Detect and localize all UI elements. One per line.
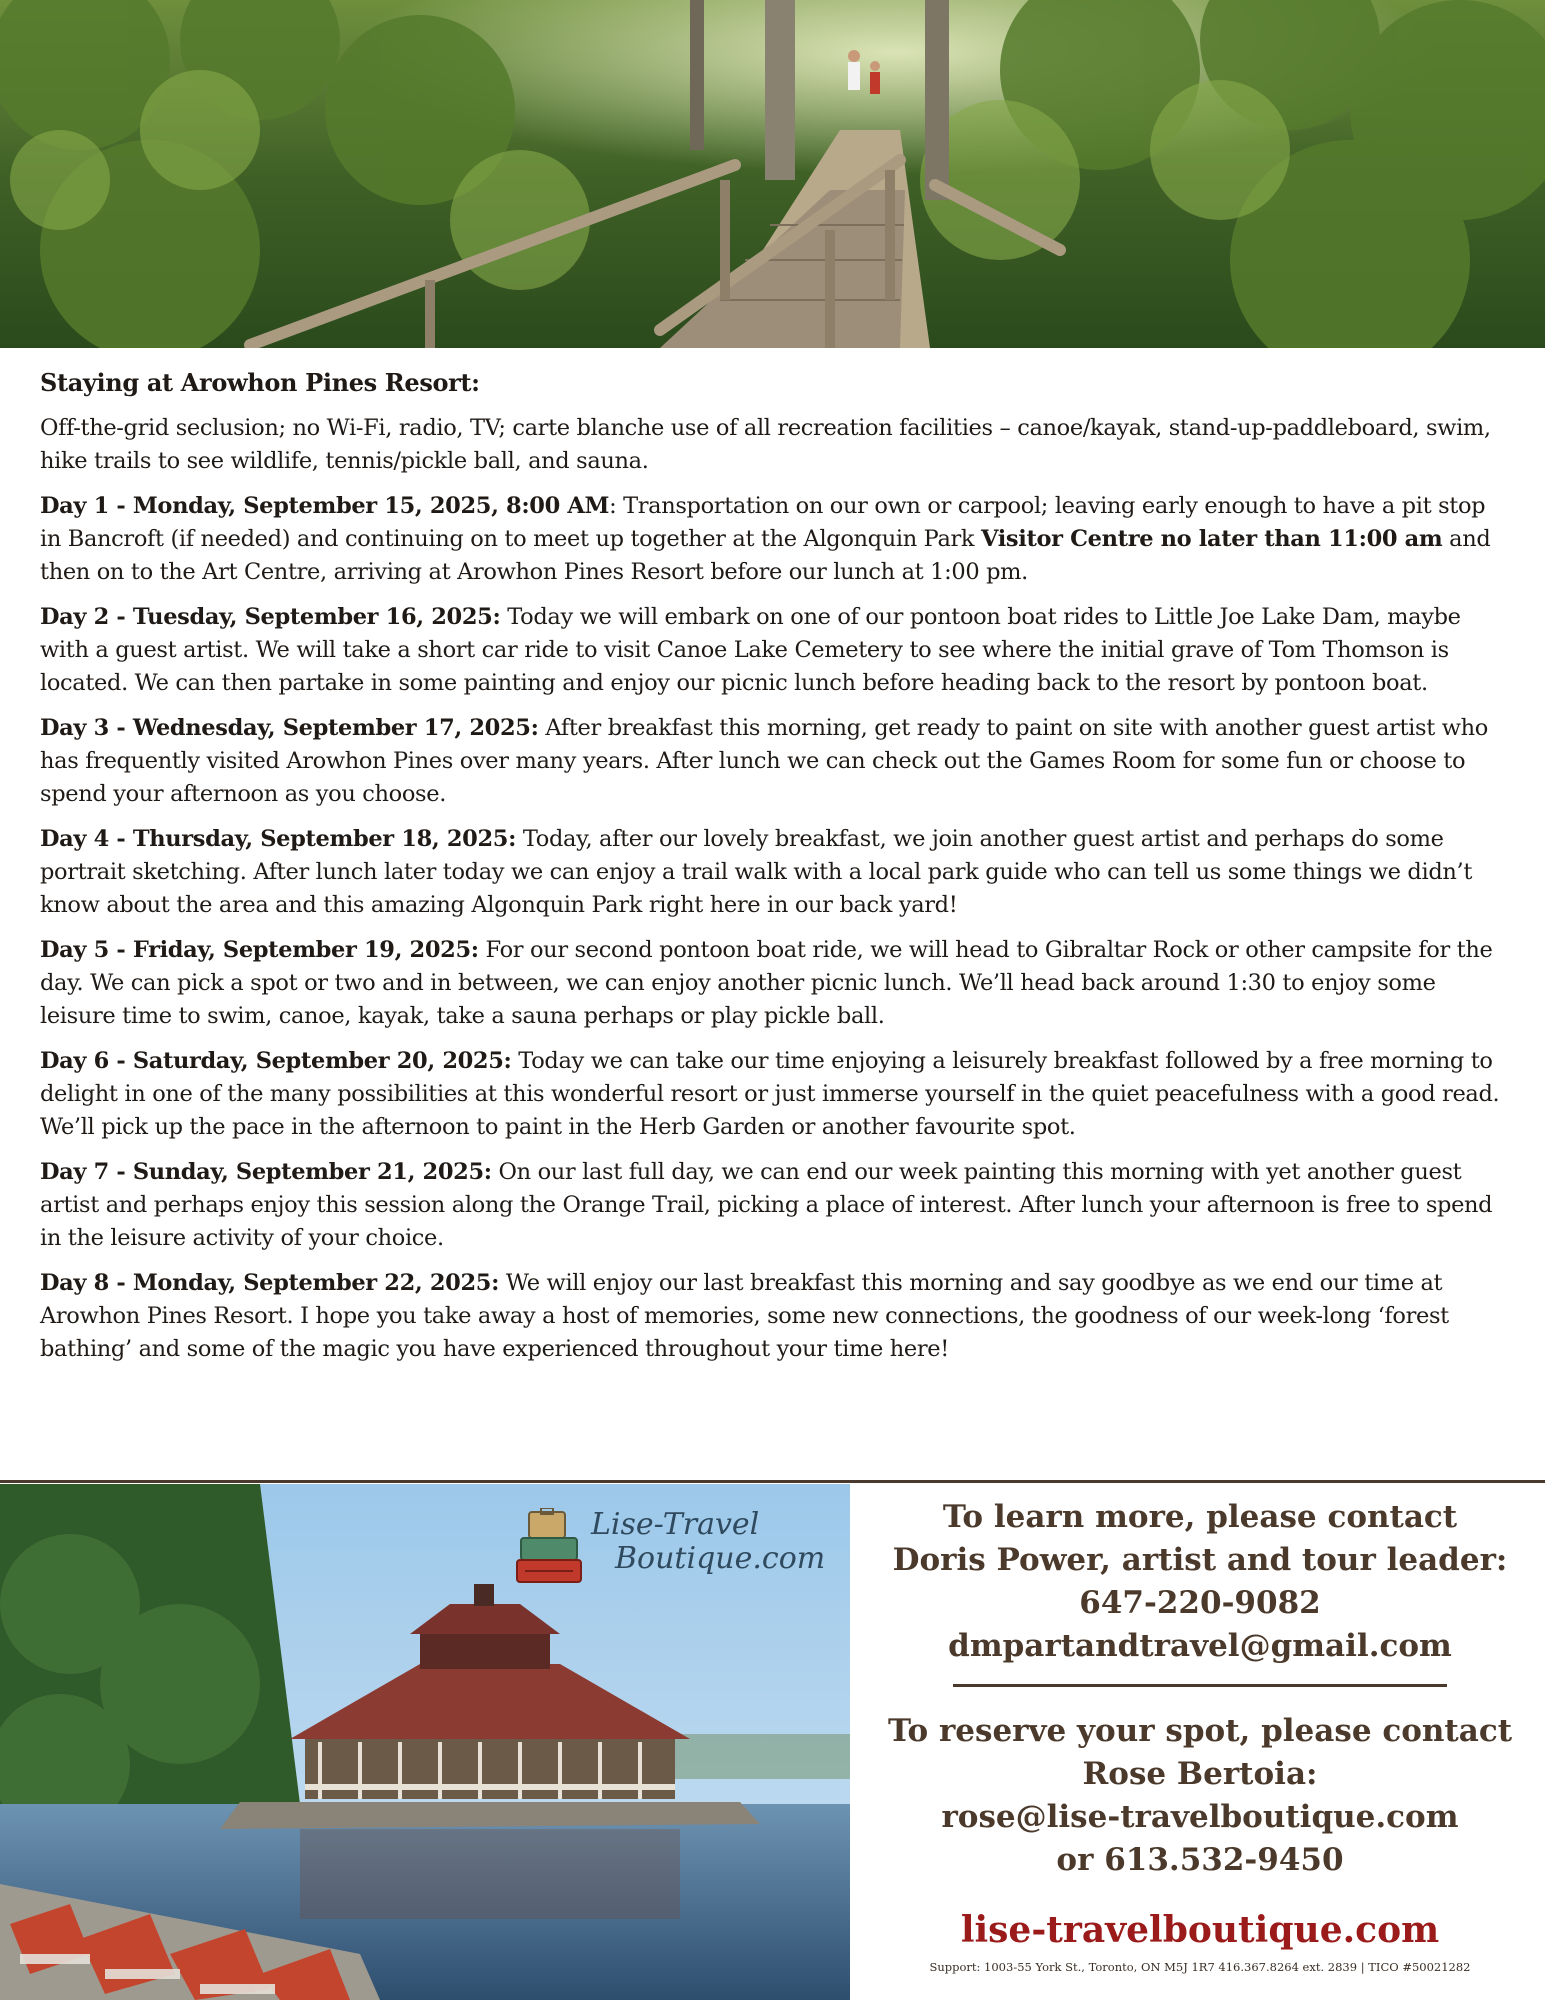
day-7-label: Day 7 - Sunday, September 21, 2025: [40, 1159, 492, 1185]
day-5-text: For our second pontoon boat ride, we will head to Gibraltar Rock or other campsite for the day. We can pick a spot or two and in between, we can enjoy another picnic lunch. We’ll head back around 1:30 to enjoy some leisure time to swim, canoe, kayak, take a sauna perhaps or play pickle ball. [40, 937, 1493, 1029]
day-1-label: Day 1 - Monday, September 15, 2025, 8:00 AM [40, 493, 610, 519]
intro-heading: Staying at Arowhon Pines Resort: [40, 368, 480, 397]
day-2-text: Today we will embark on one of our pontoon boat rides to Little Joe Lake Dam, maybe with a guest artist. We will take a short car ride to visit Canoe Lake Cemetery to see where the initial grave of Tom Thomson is located. We can then partake in some painting and enjoy our picnic lunch before heading back to the resort by pontoon boat. [40, 604, 1461, 696]
support-address: Support: 1003-55 York St., Toronto, ON M5J 1R7 416.367.8264 ext. 2839 | TICO #50021282 [929, 1960, 1471, 1974]
website-link[interactable]: lise-travelboutique.com [960, 1909, 1440, 1951]
day-6-text: Today we can take our time enjoying a leisurely breakfast followed by a free morning to delight in one of the many possibilities at this wonderful resort or just immerse yourself in the quiet peacefulness with a good read. We’ll pick up the pace in the afternoon to paint in the Herb Garden or another favourite spot. [40, 1048, 1500, 1140]
day-6 [40, 1045, 1510, 1144]
lise-travel-boutique-logo [515, 1507, 826, 1588]
day-3 [40, 712, 1510, 811]
day-4-text: Today, after our lovely breakfast, we join another guest artist and perhaps do some portrait sketching. After lunch later today we can enjoy a trail walk with a local park guide who can tell us some things we didn’t know about the area and this amazing Algonquin Park right here in our back yard! [40, 826, 1473, 918]
day-4-label: Day 4 - Thursday, September 18, 2025: [40, 826, 517, 852]
learn-more-line-1: To learn more, please contact [942, 1499, 1458, 1535]
forest-boardwalk-photo [0, 0, 1545, 348]
day-8-label: Day 8 - Monday, September 22, 2025: [40, 1270, 500, 1296]
day-5-label: Day 5 - Friday, September 19, 2025: [40, 937, 479, 963]
doris-phone[interactable]: 647-220-9082 [1079, 1585, 1321, 1621]
day-1-text-end: and then on to the Art Centre, arriving at Arowhon Pines Resort before our lunch at 1:00 pm. [40, 526, 1491, 585]
reserve-line-1: To reserve your spot, please contact [887, 1713, 1513, 1749]
logo-line-1: Lise-Travel [591, 1507, 760, 1542]
suitcase-stack-icon [515, 1508, 585, 1588]
rose-email[interactable]: rose@lise-travelboutique.com [941, 1799, 1459, 1835]
contact-panel [860, 1496, 1540, 1974]
day-2-label: Day 2 - Tuesday, September 16, 2025: [40, 604, 501, 630]
day-1-text: : Transportation on our own or carpool; leaving early enough to have a pit stop in Bancroft (if needed) and continuing on to meet up together at the Algonquin Park [40, 493, 1486, 552]
day-1-emphasis: Visitor Centre no later than 11:00 am [981, 526, 1443, 552]
contact-divider [953, 1684, 1447, 1687]
day-5 [40, 934, 1510, 1033]
day-6-label: Day 6 - Saturday, September 20, 2025: [40, 1048, 512, 1074]
intro-text: Off-the-grid seclusion; no Wi-Fi, radio, TV; carte blanche use of all recreation facilities – canoe/kayak, stand-up-paddleboard, swim, hike trails to see wildlife, tennis/pickle ball, and sauna. [40, 415, 1491, 474]
day-7-text: On our last full day, we can end our week painting this morning with yet another guest artist and perhaps enjoy this session along the Orange Trail, picking a place of interest. After lunch your afternoon is free to spend in the leisure activity of your choice. [40, 1159, 1493, 1251]
day-4 [40, 823, 1510, 922]
day-8-text: We will enjoy our last breakfast this morning and say goodbye as we end our time at Arowhon Pines Resort. I hope you take away a host of memories, some new connections, the goodness of our week-long ‘forest bathing’ and some of the magic you have experienced throughout your time here! [40, 1270, 1449, 1362]
doris-email[interactable]: dmpartandtravel@gmail.com [948, 1628, 1452, 1664]
day-8 [40, 1267, 1510, 1366]
itinerary [40, 366, 1510, 1378]
day-3-label: Day 3 - Wednesday, September 17, 2025: [40, 715, 539, 741]
reserve-line-2: Rose Bertoia: [1082, 1756, 1318, 1792]
rose-phone[interactable]: or 613.532-9450 [1056, 1842, 1344, 1878]
day-7 [40, 1156, 1510, 1255]
day-3-text: After breakfast this morning, get ready to paint on site with another guest artist who has frequently visited Arowhon Pines over many years. After lunch we can check out the Games Room for some fun or choose to spend your afternoon as you choose. [40, 715, 1488, 807]
learn-more-line-2: Doris Power, artist and tour leader: [892, 1542, 1508, 1578]
day-1 [40, 490, 1510, 589]
logo-line-2: Boutique.com [615, 1541, 826, 1576]
section-divider [0, 1480, 1545, 1483]
day-2 [40, 601, 1510, 700]
